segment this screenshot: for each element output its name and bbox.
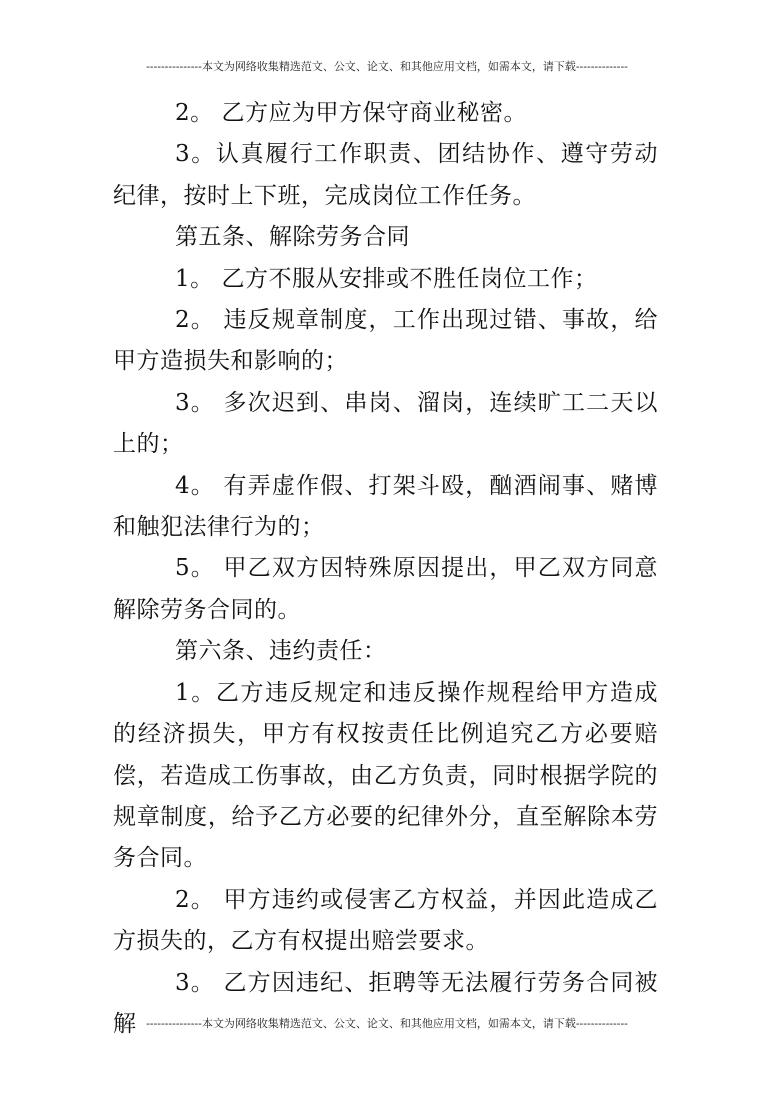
header-banner: ---------------本文为网络收集精选范文、公文、论文、和其他应用文档，如需本文，请下载-------------- [146,60,628,73]
document-body [113,93,658,1045]
paragraph-termination-3: 3。 多次迟到、串岗、溜岗，连续旷工二天以上的； [113,389,658,458]
paragraph-termination-1: 1。 乙方不服从安排或不胜任岗位工作； [175,265,598,292]
paragraph-liability-2: 2。 甲方违约或侵害乙方权益，并因此造成乙方损失的，乙方有权提出赔尝要求。 [113,886,658,955]
footer-banner: ---------------本文为网络收集精选范文、公文、论文、和其他应用文档，如需本文，请下载-------------- [146,1017,628,1030]
section-heading-liability: 第六条、违约责任： [175,638,387,665]
paragraph-liability-3: 3。 乙方因违纪、拒聘等无法履行劳务合同被解 [113,969,658,1037]
section-heading-termination: 第五条、解除劳务合同 [175,224,410,251]
paragraph-clause-duties: 3。认真履行工作职责、团结协作、遵守劳动纪律，按时上下班，完成岗位工作任务。 [113,141,658,209]
paragraph-liability-1: 1。乙方违反规定和违反操作规程给甲方造成的经济损失，甲方有权按责任比例追究乙方必要赔偿，若造成工伤事故，由乙方负责，同时根据学院的规章制度，给予乙方必要的纪律外分，直至解除本劳务合同。 [113,679,658,872]
paragraph-termination-4: 4。 有弄虚作假、打架斗殴，酗酒闹事、赌博和触犯法律行为的； [113,472,658,541]
paragraph-termination-2: 2。 违反规章制度，工作出现过错、事故，给甲方造损失和影响的； [113,307,658,375]
paragraph-clause-confidentiality: 2。 乙方应为甲方保守商业秘密。 [175,100,527,126]
paragraph-termination-5: 5。 甲乙双方因特殊原因提出，甲乙双方同意解除劳务合同的。 [113,555,658,623]
